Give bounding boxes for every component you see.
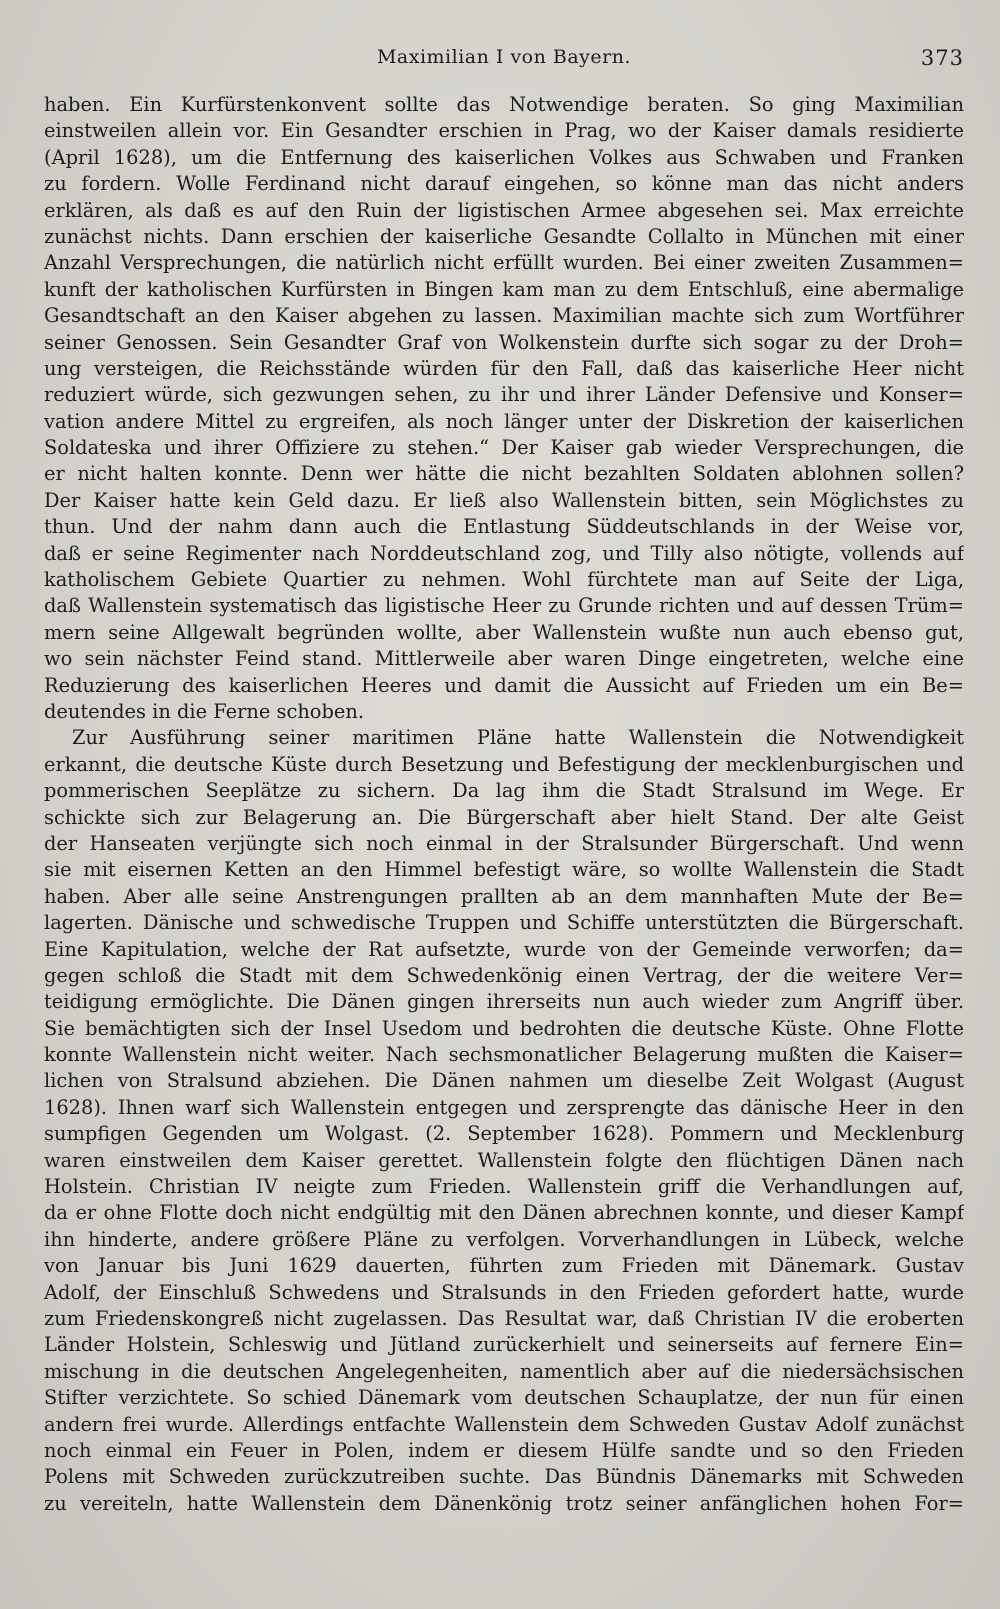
text-line: Stifter verzichtete. So schied Dänemark vom deutschen Schauplatze, der nun für einen [44, 1386, 964, 1410]
text-line: reduziert würde, sich gezwungen sehen, zu ihr und ihrer Länder Defensive und Konser= [44, 383, 964, 407]
text-line: zu fordern. Wolle Ferdinand nicht darauf eingehen, so könne man das nicht anders [44, 172, 964, 196]
text-line: Sie bemächtigten sich der Insel Usedom und bedrohten die deutsche Küste. Ohne Flotte [44, 1016, 964, 1040]
text-line: vation andere Mittel zu ergreifen, als noch länger unter der Diskretion der kaiserlichen [44, 409, 964, 433]
text-line: Zur Ausführung seiner maritimen Pläne hatte Wallenstein die Notwendigkeit [72, 726, 964, 750]
text-line: seiner Genossen. Sein Gesandter Graf von Wolkenstein durfte sich sogar zu der Droh= [44, 330, 964, 354]
text-line: Anzahl Versprechungen, die natürlich nicht erfüllt wurden. Bei einer zweiten Zusammen= [44, 251, 964, 275]
text-line: konnte Wallenstein nicht weiter. Nach sechsmonatlicher Belagerung mußten die Kaiser= [44, 1043, 964, 1067]
text-line: gegen schloß die Stadt mit dem Schwedenkönig einen Vertrag, der die weitere Ver= [44, 963, 964, 987]
text-line: daß er seine Regimenter nach Norddeutschland zog, und Tilly also nötigte, vollends auf [44, 541, 964, 565]
text-line: Gesandtschaft an den Kaiser abgehen zu lassen. Maximilian machte sich zum Wortführer [44, 304, 964, 328]
text-line: sie mit eisernen Ketten an den Himmel befestigt wäre, so wollte Wallenstein die Stadt [44, 858, 964, 882]
text-line: ihn hinderte, andere größere Pläne zu verfolgen. Vorverhandlungen in Lübeck, welche [44, 1227, 964, 1251]
text-line: erklären, als daß es auf den Ruin der ligistischen Armee abgesehen sei. Max erreichte [44, 198, 964, 222]
text-line: thun. Und der nahm dann auch die Entlastung Süddeutschlands in der Weise vor, [44, 515, 964, 539]
text-line: lichen von Stralsund abziehen. Die Dänen nahmen um dieselbe Zeit Wolgast (August [44, 1069, 964, 1093]
text-line: waren einstweilen dem Kaiser gerettet. Wallenstein folgte den flüchtigen Dänen nach [44, 1148, 964, 1172]
text-line: da er ohne Flotte doch nicht endgültig mit den Dänen abrechnen konnte, und dieser Kampf [44, 1201, 964, 1225]
text-line: haben. Aber alle seine Anstrengungen prallten ab an dem mannhaften Mute der Be= [44, 884, 964, 908]
text-line: er nicht halten konnte. Denn wer hätte die nicht bezahlten Soldaten ablohnen sollen? [44, 462, 964, 486]
text-line: haben. Ein Kurfürstenkonvent sollte das Notwendige beraten. So ging Maximilian [44, 93, 964, 116]
text-line: Der Kaiser hatte kein Geld dazu. Er ließ also Wallenstein bitten, sein Möglichstes zu [44, 488, 964, 512]
text-line: zu vereiteln, hatte Wallenstein dem Dänenkönig trotz seiner anfänglichen hohen For= [44, 1491, 964, 1515]
body-text [44, 92, 964, 1517]
text-line: Adolf, der Einschluß Schwedens und Stralsunds in den Frieden gefordert hatte, wurde [44, 1280, 964, 1304]
running-title: Maximilian I von Bayern. [376, 46, 632, 68]
text-line: schickte sich zur Belagerung an. Die Bürgerschaft aber hielt Stand. Der alte Geist [44, 805, 964, 829]
text-line: der Hanseaten verjüngte sich noch einmal in der Stralsunder Bürgerschaft. Und wenn [44, 831, 964, 855]
text-line: noch einmal ein Feuer in Polen, indem er diesem Hülfe sandte und so den Frieden [44, 1438, 964, 1462]
text-line: wo sein nächster Feind stand. Mittlerweile aber waren Dinge eingetreten, welche eine [44, 647, 964, 671]
paragraph [44, 725, 964, 1517]
text-line: (April 1628), um die Entfernung des kaiserlichen Volkes aus Schwaben und Franken [44, 145, 964, 169]
text-line: zum Friedenskongreß nicht zugelassen. Das Resultat war, daß Christian IV die eroberten [44, 1306, 964, 1330]
text-line: deutendes in die Ferne schoben. [44, 699, 365, 723]
text-line: daß Wallenstein systematisch das ligistische Heer zu Grunde richten und auf dessen Trüm= [44, 594, 964, 618]
text-line: andern frei wurde. Allerdings entfachte Wallenstein dem Schweden Gustav Adolf zunächst [44, 1412, 964, 1436]
text-line: Polens mit Schweden zurückzutreiben suchte. Das Bündnis Dänemarks mit Schweden [44, 1465, 964, 1489]
text-line: Eine Kapitulation, welche der Rat aufsetzte, wurde von der Gemeinde verworfen; da= [44, 937, 964, 961]
text-line: pommerischen Seeplätze zu sichern. Da lag ihm die Stadt Stralsund im Wege. Er [44, 779, 964, 803]
text-line: kunft der katholischen Kurfürsten in Bingen kam man zu dem Entschluß, eine abermalige [44, 277, 964, 301]
text-line: teidigung ermöglichte. Die Dänen gingen ihrerseits nun auch wieder zum Angriff über. [44, 990, 964, 1014]
text-line: mern seine Allgewalt begründen wollte, aber Wallenstein wußte nun auch ebenso gut, [44, 620, 964, 644]
text-line: ung versteigen, die Reichsstände würden für den Fall, daß das kaiserliche Heer nicht [44, 356, 964, 380]
text-line: katholischem Gebiete Quartier zu nehmen. Wohl fürchtete man auf Seite der Liga, [44, 568, 964, 592]
text-line: lagerten. Dänische und schwedische Truppen und Schiffe unterstützten die Bürgerschaft. [44, 911, 964, 935]
text-line: zunächst nichts. Dann erschien der kaiserliche Gesandte Collalto in München mit einer [44, 224, 964, 248]
text-line: Soldateska und ihrer Offiziere zu stehen.“ Der Kaiser gab wieder Versprechungen, die [44, 436, 964, 460]
text-line: von Januar bis Juni 1629 dauerten, führten zum Frieden mit Dänemark. Gustav [44, 1254, 964, 1278]
running-head [44, 46, 964, 76]
text-line: Holstein. Christian IV neigte zum Frieden. Wallenstein griff die Verhandlungen auf, [44, 1175, 964, 1199]
text-line: mischung in die deutschen Angelegenheiten, namentlich aber auf die niedersächsischen [44, 1359, 964, 1383]
text-line: Reduzierung des kaiserlichen Heeres und damit die Aussicht auf Frieden um ein Be= [44, 673, 964, 697]
text-line: einstweilen allein vor. Ein Gesandter erschien in Prag, wo der Kaiser damals residierte [44, 119, 964, 143]
page-number: 373 [920, 46, 964, 70]
text-line: erkannt, die deutsche Küste durch Besetzung und Befestigung der mecklenburgischen und [44, 752, 964, 776]
text-line: 1628). Ihnen warf sich Wallenstein entgegen und zersprengte das dänische Heer in den [44, 1095, 964, 1119]
text-line: sumpfigen Gegenden um Wolgast. (2. September 1628). Pommern und Mecklenburg [44, 1122, 964, 1146]
paragraph [44, 92, 964, 725]
text-line: Länder Holstein, Schleswig und Jütland zurückerhielt und seinerseits auf fernere Ein= [44, 1333, 964, 1357]
